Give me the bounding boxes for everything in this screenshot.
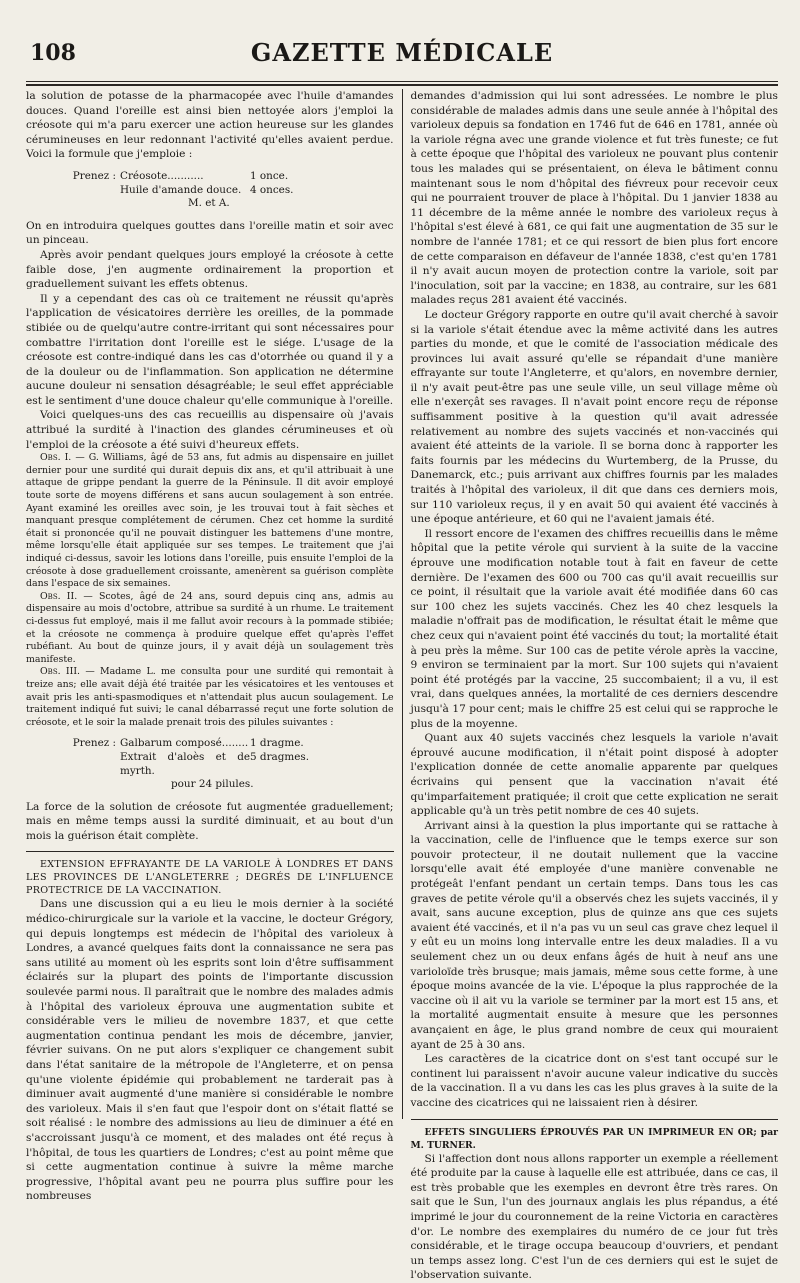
- creosote-formula: [26, 170, 394, 211]
- observation-1: [26, 452, 394, 591]
- right-column: [403, 89, 779, 1282]
- section-heading: EXTENSION EFFRAYANTE DE LA VARIOLE À LONDRES ET DANS LES PROVINCES DE L'ANGLETERRE ; DEGRÉS DE L'INFLUENCE PROTECTRICE DE LA VACCINATION.: [26, 859, 394, 897]
- paragraph: Les caractères de la cicatrice dont on s'est tant occupé sur le continent lui paraissent n'avoir aucune valeur indicative du succès de la vaccination. Il a vu dans les cas les plus graves à la suite de la vaccine des cicatrices qui ne laissaient rien à désirer.: [410, 1053, 778, 1109]
- formula-signature: M. et A.: [188, 197, 230, 210]
- formula-lead: Prenez :: [72, 737, 116, 750]
- paragraph: la solution de potasse de la pharmacopée avec l'huile d'amandes douces. Quand l'oreille est ainsi bien nettoyée alors j'emploi la créosote qui m'a paru exercer une action heureuse sur les glandes cérumineuses en leur redonnant l'activité qu'elles avaient perdue. Voici la formule que j'emploie :: [26, 90, 394, 161]
- section-separator: [26, 851, 394, 852]
- paragraph: La force de la solution de créosote fut augmentée graduellement; mais en même temps aussi la surdité diminuait, et au bout d'un mois la guérison était complète.: [26, 800, 394, 842]
- paragraph: Quant aux 40 sujets vaccinés chez lesquels la variole n'avait éprouvé aucune modification, il n'était point disposé à adopter l'explication donnée de cette anomalie apparente par quelques écrivains qui pensent que la vaccination n'avait été qu'imparfaitement pratiquée; il croit que cette explication ne serait applicable qu'à un très petit nombre de ces 40 sujets.: [410, 732, 778, 818]
- page-header: [26, 36, 778, 86]
- pill-formula: [26, 737, 394, 791]
- paragraph: On en introduira quelques gouttes dans l'oreille matin et soir avec un pinceau.: [26, 219, 394, 247]
- formula-quantity: 4 onces.: [250, 183, 294, 196]
- paragraph: Le docteur Grégory rapporte en outre qu'il avait cherché à savoir si la variole s'était étendue avec la même activité dans les autres parties du monde, et que le comité de l'association médicale des provinces lui avait assuré qu'elle se répandait d'une manière effrayante sur toute l'Angleterre, et qu'alors, en novembre dernier, il n'y avait peut-être pas une seule ville, un seul village même où elle n'exerçât ses ravages. Il n'avait point encore reçu de réponse suffisamment positive à la question qu'il avait adressée relativement au nombre des sujets vaccinés et non-vaccinés qui avaient été atteints de la variole. Il se borna donc à rapporter les faits fournis par les médecins du Wurtemberg, de la Prusse, du Danemarck, etc.; puis arrivant aux chiffres fournis par les malades traités à l'hôpital des varioleux, il dit que dans ces derniers mois, sur 110 varioleux reçus, il y en avait 50 qui avaient été vaccinés à une époque antérieure, et 60 qui ne l'avaient jamais été.: [410, 308, 778, 526]
- text-columns: [26, 89, 778, 1282]
- observation-3: [26, 666, 394, 729]
- observation-label: Obs. II.: [40, 590, 78, 602]
- paragraph: Dans une discussion qui a eu lieu le mois dernier à la société médico-chirurgicale sur la variole et la vaccine, le docteur Grégory, qui depuis longtemps est médecin de l'hôpital des varioleux à Londres, a avancé quelques faits dont la connaissance ne sera pas sans utilité au moment où les esprits sont loin d'être suffisamment éclairés sur la plupart des points de l'importante discussion soulevée parmi nous. Il paraîtrait que le nombre des malades admis à l'hôpital des varioleux éprouva une augmentation subite et considérable vers le milieu de novembre 1837, et que cette augmentation continua pendant les mois de décembre, janvier, février suivans. On ne put alors s'expliquer ce changement subit dans l'état sanitaire de la métropole de l'Angleterre, et on pensa qu'une violente épidémie qui probablement ne tarderait pas à diminuer avait augmenté d'une manière si considérable le nombre des varioleux. Mais il s'en faut que l'espoir dont on s'était flatté se soit réalisé : le nombre des admissions au lieu de diminuer a été en s'accroissant jusqu'à ce moment, et des malades ont été reçus à l'hôpital, de tous les quartiers de Londres; c'est au point même que si cette augmentation continue à suivre la même marche progressive, l'hôpital avant peu ne pourra plus suffire pour les nombreuses: [26, 898, 394, 1203]
- section-heading: EFFETS SINGULIERS ÉPROUVÉS PAR UN IMPRIMEUR EN OR; par M. TURNER.: [410, 1126, 778, 1151]
- formula-ingredient: Huile d'amande douce.: [120, 183, 242, 196]
- page-title: GAZETTE MÉDICALE: [250, 38, 554, 67]
- formula-note: pour 24 pilules.: [171, 778, 254, 791]
- formula-ingredient: Extrait d'aloès et de myrth.: [120, 750, 250, 777]
- paragraph: Si l'affection dont nous allons rapporter un exemple a réellement été produite par la cause à laquelle elle est attribuée, dans ce cas, il est très probable que les exemples en devront être très rares. On sait que le Sun, l'un des journaux anglais les plus répandus, a été imprimé le jour du couronnement de la reine Victoria en caractères d'or. Le nombre des exemplaires du numéro de ce jour fut très considérable, et le tirage occupa beaucoup d'ouvriers, et pendant un temps assez long. C'est l'un de ces derniers qui est le sujet de l'observation suivante.: [410, 1152, 778, 1282]
- observation-2: [26, 591, 394, 667]
- paragraph: Il ressort encore de l'examen des chiffres recueillis dans le même hôpital que la petite vérole qui survient à la suite de la vaccine éprouve une modification notable tout à fait en faveur de cette dernière. De l'examen des 600 ou 700 cas qu'il avait recueillis sur ce point, il résultait que la variole avait été modifiée dans 60 cas sur 100 chez les sujets vaccinés. Chez les 40 chez lesquels la maladie n'offrait pas de modification, le résultat était le même que chez ceux qui n'avaient point été vaccinés du tout; la mortalité était à peu près la même. Sur 100 cas de petite vérole après la vaccine, 9 environ se terminaient par la mort. Sur 100 sujets qui n'avaient point été protégés par la vaccine, 25 succombaient; il a vu, il est vrai, dans quelques années, la mortalité de ces derniers descendre jusqu'à 17 pour cent; mais le chiffre 25 est celui qui se rapproche le plus de la moyenne.: [410, 527, 778, 730]
- left-column: [26, 89, 402, 1203]
- observation-text: — Scotes, âgé de 24 ans, sourd depuis cinq ans, admis au dispensaire au mois d'octobre, attribue sa surdité à un rhume. Le traitement ci-dessus fut employé, mais il me fallut avoir recours à la pommade stibiée; et la créosote ne commença à produire quelque effet qu'après l'effet rubéfiant. Au bout de quinze jours, il y avait déjà un soulagement très manifeste.: [26, 590, 394, 665]
- observation-label: Obs. I.: [40, 452, 72, 464]
- formula-lead: Prenez :: [72, 169, 116, 182]
- formula-quantity: 1 dragme.: [250, 737, 304, 750]
- header-rule: [26, 81, 778, 82]
- formula-ingredient: Galbarum composé........: [120, 737, 249, 750]
- paragraph: demandes d'admission qui lui sont adressées. Le nombre le plus considérable de malades admis dans une seule année à l'hôpital des varioleux depuis sa fondation en 1746 fut de 646 en 1781, année où la variole régna avec une grande violence et fut très funeste; ce fut à cette époque que l'hôpital des varioleux ne pouvant plus contenir tous les malades qui se présentaient, on éleva le bâtiment connu maintenant sous le nom d'hôpital des fiévreux pour recevoir ceux qui ne pourraient trouver de place à l'hôpital. Du 1 janvier 1838 au 11 décembre de la même année le nombre des varioleux reçus à l'hôpital s'est élevé à 681, ce qui fait une augmentation de 35 sur le nombre de l'année 1781; et ce qui ressort de bien plus fort encore de cette comparaison en défaveur de l'année 1838, c'est qu'en 1781 il n'y avait aucun moyen de protection contre la variole, soit par l'inoculation, soit par la vaccine; en 1838, au contraire, sur les 681 malades reçus 281 avaient été vaccinés.: [410, 90, 778, 307]
- formula-quantity: 1 once.: [250, 169, 289, 182]
- observation-text: — Madame L. me consulta pour une surdité qui remontait à treize ans; elle avait déjà été traitée par les vésicatoires et les ventouses et avait pris les anti-spasmodiques et n'attendait plus aucun soulagement. Le traitement indiqué fut suivi; le canal débarrassé reçut une forte solution de créosote, et le soir la malade prenait trois des pilules suivantes :: [26, 666, 394, 728]
- paragraph: Arrivant ainsi à la question la plus importante qui se rattache à la vaccination, celle de l'influence que le temps exerce sur son pouvoir protecteur, il ne doutait nullement que la vaccine lorsqu'elle avait été employée d'une manière convenable ne protégeât l'enfant pendant un certain temps. Dans tous les cas graves de petite vérole qu'il a observés chez les sujets vaccinés, il y avait, sans aucune exception, plus de quinze ans que ces sujets avaient été vaccinés, et il n'a pas vu un seul cas grave chez lequel il y eût eu un moins long intervalle entre les deux maladies. Il a vu seulement chez un ou deux enfans âgés de huit à neuf ans une varioloïde très brusque; mais jamais, même sous cette forme, à une époque moins avancée de la vie. L'époque la plus rapprochée de la vaccine où il ait vu la variole se terminer par la mort est 15 ans, et la mortalité augmentait ensuite à mesure que les personnes avançaient en âge, le plus grand nombre de ceux qui mouraient ayant de 25 à 30 ans.: [410, 819, 778, 1051]
- observation-label: Obs. III.: [40, 666, 80, 678]
- formula-quantity: 5 dragmes.: [250, 750, 310, 763]
- page-number: 108: [30, 40, 76, 66]
- paragraph: Après avoir pendant quelques jours employé la créosote à cette faible dose, j'en augmente ordinairement la proportion et graduellement suivant les effets obtenus.: [26, 248, 394, 291]
- paragraph: Il y a cependant des cas où ce traitement ne réussit qu'après l'application de vésicatoires derrière les oreilles, de la pommade stibiée ou de quelqu'autre contre-irritant qui sont nécessaires pour combattre l'irritation dont l'oreille est le siége. L'usage de la créosote est contre-indiqué dans les cas d'otorrhée ou quand il y a de la douleur ou de l'inflammation. Son application ne détermine aucune douleur ni sensation désagréable; le seul effet appréciable est le sentiment d'une douce chaleur qu'elle communique à l'oreille.: [26, 292, 394, 407]
- observation-text: — G. Williams, âgé de 53 ans, fut admis au dispensaire en juillet dernier pour une surdité qui durait depuis dix ans, et qu'il attribuait à une attaque de grippe pendant la guerre de la Péninsule. Il dit avoir employé toute sorte de moyens différens et sans aucun soulagement à son entrée. Ayant examiné les oreilles avec soin, je les trouvai tout à fait sèches et manquant presque complétement de cérumen. Chez cet homme la surdité était si prononcée qu'il ne pouvait distinguer les battemens d'une montre, même lorsqu'elle était appliquée sur ses tempes. Le traitement que j'ai indiqué ci-dessus, savoir les lotions dans l'oreille, puis ensuite l'emploi de la créosote à dose graduellement croissante, amenèrent sa guérison complète dans l'espace de six semaines.: [26, 452, 394, 590]
- paragraph: Voici quelques-uns des cas recueillis au dispensaire où j'avais attribué la surdité à l'inaction des glandes cérumineuses et où l'emploi de la créosote a été suivi d'heureux effets.: [26, 409, 394, 451]
- section-separator: [411, 1119, 779, 1120]
- formula-ingredient: Créosote...........: [120, 169, 204, 182]
